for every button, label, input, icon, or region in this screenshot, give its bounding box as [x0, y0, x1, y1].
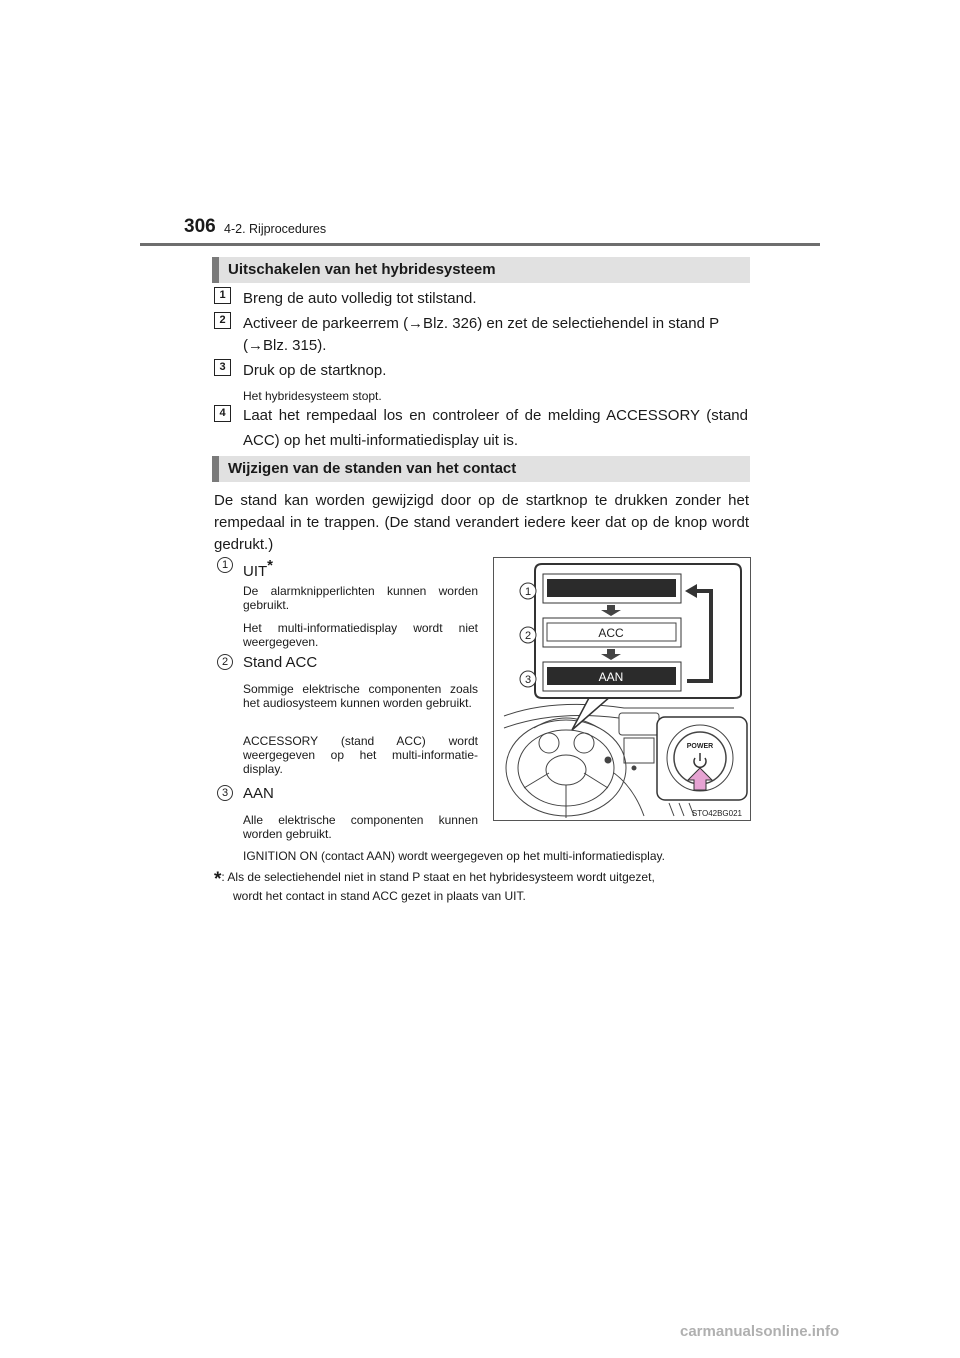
step-3-text: Druk op de startknop. — [243, 362, 387, 379]
item-2-title: Stand ACC — [243, 654, 318, 671]
section-heading-text: Wijzigen van de standen van het contact — [228, 460, 517, 477]
item-2-desc-1: Sommige elektrische componenten zoals het audiosysteem kunnen worden gebruikt. — [243, 682, 478, 710]
step-1-text: Breng de auto volledig tot stilstand. — [243, 290, 477, 307]
ignition-illustration — [493, 557, 751, 821]
page-number: 306 — [184, 216, 216, 237]
footnote-line-2: wordt het contact in stand ACC gezet in plaats van UIT. — [233, 889, 526, 903]
figure-label-3: 3 — [524, 674, 532, 686]
figure-label-2: 2 — [524, 630, 532, 642]
step-4-text: Laat het rempedaal los en controleer of de melding ACCESSORY (stand ACC) op het multi-informatiedisplay uit is. — [243, 407, 748, 449]
step-2-line-2: (→Blz. 315). — [243, 337, 327, 354]
step-3-note: Het hybridesysteem stopt. — [243, 389, 382, 403]
item-number-1: 1 — [217, 557, 233, 573]
item-number-2: 2 — [217, 654, 233, 670]
figure-label-1: 1 — [524, 586, 532, 598]
section-heading-ignition-modes — [212, 456, 750, 482]
chapter-title: 4-2. Rijprocedures — [224, 222, 327, 236]
power-button-label: POWER — [686, 743, 714, 750]
item-number-3: 3 — [217, 785, 233, 801]
item-1-title-text: UIT — [243, 563, 268, 580]
step-number-3: 3 — [214, 359, 231, 376]
watermark: carmanualsonline.info — [680, 1323, 840, 1340]
item-3-desc-2: IGNITION ON (contact AAN) wordt weergegeven op het multi-informatiedisplay. — [243, 849, 665, 863]
item-2-desc-2: ACCESSORY (stand ACC) wordt weergegeven op het multi-informatie-display. — [243, 734, 478, 776]
step-number-4: 4 — [214, 405, 231, 422]
figure-code: STO42BG021 — [691, 809, 742, 818]
section-heading-shutdown — [212, 257, 750, 283]
item-1-title — [243, 557, 273, 580]
item-1-desc-2: Het multi-informatiedisplay wordt niet weergegeven. — [243, 621, 478, 649]
display-uit-screen — [547, 579, 676, 597]
step-number-1: 1 — [214, 287, 231, 304]
step-number-2: 2 — [214, 312, 231, 329]
item-3-title: AAN — [243, 785, 274, 802]
item-1-desc-1: De alarmknipperlichten kunnen worden gebruikt. — [243, 584, 478, 612]
section-heading-text: Uitschakelen van het hybridesysteem — [228, 261, 496, 278]
section-intro-paragraph: De stand kan worden gewijzigd door op de startknop te drukken zonder het rempedaal in te trappen. (De stand verandert iedere keer dat op de knop wordt gedrukt.) — [214, 492, 749, 553]
step-2-line-1: Activeer de parkeerrem (→Blz. 326) en zet de selectiehendel in stand P — [243, 315, 720, 332]
section-heading-marker — [212, 456, 219, 482]
section-heading-marker — [212, 257, 219, 283]
display-acc-label: ACC — [598, 626, 624, 640]
item-3-desc-1: Alle elektrische componenten kunnen worden gebruikt. — [243, 813, 478, 841]
footnote-line-1: : Als de selectiehendel niet in stand P staat en het hybridesysteem wordt uitgezet, — [221, 870, 655, 884]
display-aan-label: AAN — [598, 670, 624, 684]
header-rule — [140, 243, 820, 246]
footnote — [214, 869, 655, 905]
footnote-asterisk: * — [214, 869, 222, 890]
item-1-asterisk: * — [267, 557, 274, 574]
